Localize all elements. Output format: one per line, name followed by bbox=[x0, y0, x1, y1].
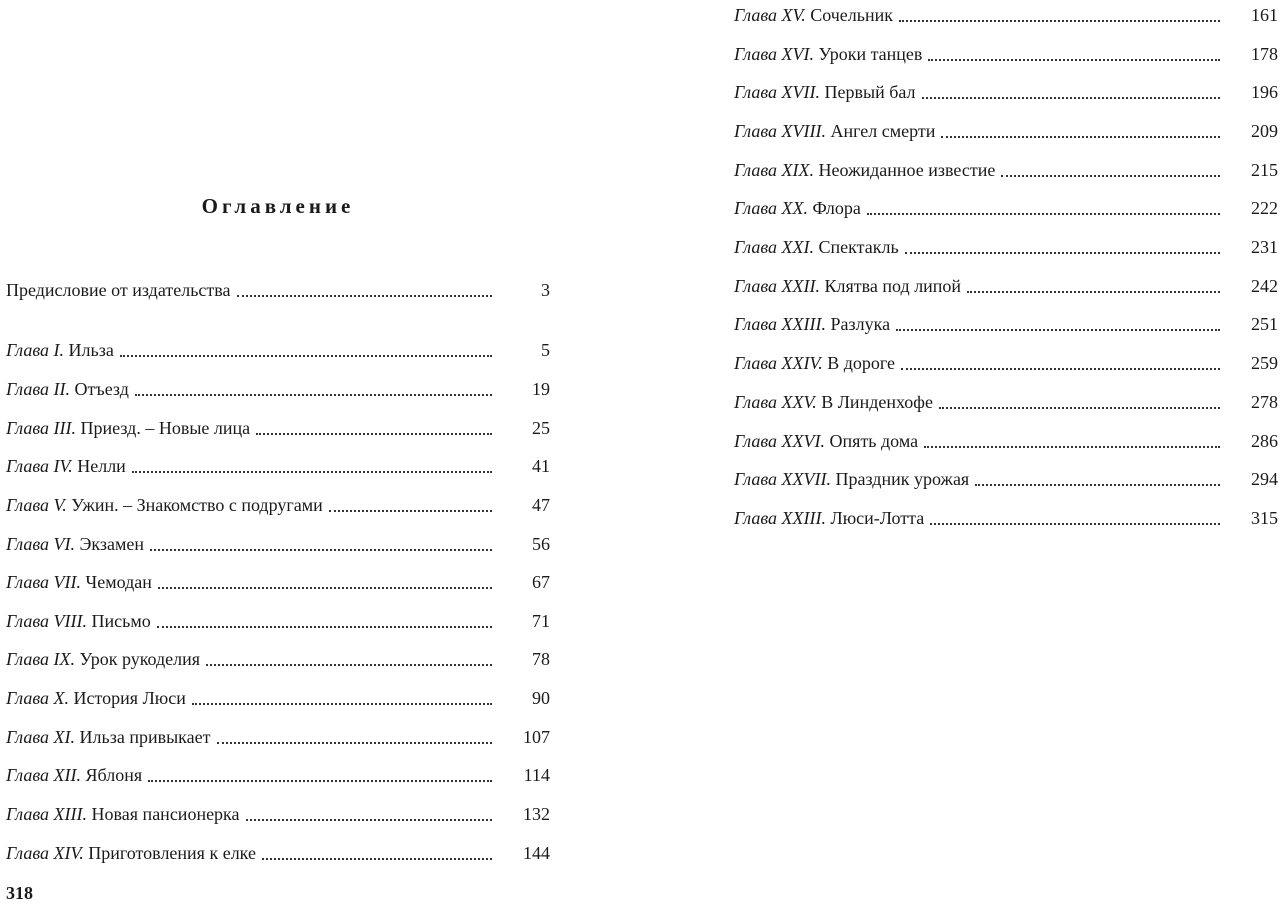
toc-entry[interactable] bbox=[6, 415, 550, 441]
toc-entry[interactable] bbox=[6, 608, 550, 634]
toc-entry-page: 222 bbox=[1251, 198, 1278, 218]
toc-entry-title: Яблоня bbox=[85, 765, 143, 785]
dot-leader bbox=[967, 291, 1220, 293]
toc-entry[interactable] bbox=[6, 337, 550, 363]
chapter-label: Глава XVII. bbox=[734, 82, 821, 102]
chapter-label: Глава XIII. bbox=[6, 804, 88, 824]
toc-entry[interactable] bbox=[6, 492, 550, 518]
toc-entry-title: Нелли bbox=[77, 456, 126, 476]
dot-leader bbox=[939, 407, 1220, 409]
toc-entry-page: 242 bbox=[1251, 276, 1278, 296]
chapter-label: Глава XXIV. bbox=[734, 353, 823, 373]
toc-entry[interactable] bbox=[734, 79, 1278, 105]
dot-leader bbox=[329, 510, 492, 512]
toc-entry[interactable] bbox=[6, 376, 550, 402]
dot-leader bbox=[157, 626, 492, 628]
toc-entry[interactable] bbox=[734, 389, 1278, 415]
dot-leader bbox=[975, 484, 1220, 486]
toc-entry[interactable] bbox=[734, 350, 1278, 376]
dot-leader bbox=[217, 742, 493, 744]
toc-entry-title: Разлука bbox=[830, 314, 891, 334]
dot-leader bbox=[899, 20, 1220, 22]
chapter-label: Глава IV. bbox=[6, 456, 73, 476]
toc-entry-title: Первый бал bbox=[824, 82, 916, 102]
dot-leader bbox=[928, 59, 1220, 61]
chapter-label: Глава X. bbox=[6, 688, 70, 708]
dot-leader bbox=[246, 819, 492, 821]
toc-entry-page: 294 bbox=[1251, 469, 1278, 489]
toc-entry-page: 78 bbox=[532, 649, 550, 669]
toc-entry-page: 41 bbox=[532, 456, 550, 476]
chapter-label: Глава VIII. bbox=[6, 611, 88, 631]
toc-entry-page: 71 bbox=[532, 611, 550, 631]
chapter-label: Глава I. bbox=[6, 340, 65, 360]
toc-entry[interactable] bbox=[734, 311, 1278, 337]
toc-entry-title: Приезд. – Новые лица bbox=[80, 418, 251, 438]
toc-entry-page: 251 bbox=[1251, 314, 1278, 334]
toc-entry[interactable] bbox=[734, 41, 1278, 67]
toc-entry-page: 132 bbox=[523, 804, 550, 824]
chapter-label: Глава III. bbox=[6, 418, 77, 438]
toc-entry[interactable] bbox=[734, 466, 1278, 492]
toc-entry[interactable] bbox=[6, 762, 550, 788]
dot-leader bbox=[922, 97, 1220, 99]
toc-entry-title: Ильза bbox=[68, 340, 114, 360]
toc-entry-page: 114 bbox=[523, 765, 550, 785]
toc-entry-title: В дороге bbox=[827, 353, 896, 373]
chapter-label: Глава XIX. bbox=[734, 160, 815, 180]
dot-leader bbox=[206, 664, 492, 666]
chapter-label: Глава XXV. bbox=[734, 392, 817, 412]
toc-entry-title: Клятва под липой bbox=[824, 276, 962, 296]
toc-entry-title: Флора bbox=[812, 198, 861, 218]
toc-entry-title: Предисловие от издательства bbox=[6, 280, 231, 300]
toc-entry-title: Приготовления к елке bbox=[88, 843, 256, 863]
toc-entry-page: 67 bbox=[532, 572, 550, 592]
dot-leader bbox=[148, 780, 492, 782]
toc-entry-title: Ильза привыкает bbox=[79, 727, 211, 747]
chapter-label: Глава XV. bbox=[734, 5, 806, 25]
toc-entry[interactable] bbox=[734, 273, 1278, 299]
toc-entry[interactable] bbox=[6, 724, 550, 750]
dot-leader bbox=[150, 549, 492, 551]
dot-leader bbox=[905, 252, 1220, 254]
dot-leader bbox=[237, 295, 492, 297]
toc-entry[interactable] bbox=[734, 118, 1278, 144]
toc-entry-page: 215 bbox=[1251, 160, 1278, 180]
dot-leader bbox=[896, 329, 1220, 331]
toc-entry-title: Чемодан bbox=[85, 572, 152, 592]
chapter-label: Глава XII. bbox=[6, 765, 82, 785]
toc-entry-page: 19 bbox=[532, 379, 550, 399]
toc-entry-title: В Линденхофе bbox=[821, 392, 933, 412]
chapter-label: Глава XI. bbox=[6, 727, 76, 747]
toc-entry-page: 278 bbox=[1251, 392, 1278, 412]
toc-entry-title: Новая пансионерка bbox=[91, 804, 240, 824]
chapter-label: Глава XVIII. bbox=[734, 121, 827, 141]
toc-entry[interactable] bbox=[6, 801, 550, 827]
chapter-label: Глава VI. bbox=[6, 534, 76, 554]
toc-entry-title: Спектакль bbox=[818, 237, 899, 257]
toc-entry-title: Экзамен bbox=[79, 534, 145, 554]
toc-entry-page: 25 bbox=[532, 418, 550, 438]
chapter-label: Глава XXI. bbox=[734, 237, 815, 257]
dot-leader bbox=[192, 703, 492, 705]
toc-entry-title: Праздник урожая bbox=[835, 469, 970, 489]
toc-entry-title: Опять дома bbox=[829, 431, 919, 451]
toc-entry-page: 178 bbox=[1251, 44, 1278, 64]
dot-leader bbox=[262, 858, 492, 860]
toc-entry[interactable] bbox=[6, 531, 550, 557]
toc-entry-page: 315 bbox=[1251, 508, 1278, 528]
dot-leader bbox=[256, 433, 492, 435]
toc-entry-page: 209 bbox=[1251, 121, 1278, 141]
toc-entry-page: 3 bbox=[541, 280, 550, 300]
toc-entry[interactable] bbox=[734, 195, 1278, 221]
chapter-label: Глава XXVII. bbox=[734, 469, 832, 489]
toc-entry[interactable] bbox=[734, 157, 1278, 183]
chapter-label: Глава XXII. bbox=[734, 276, 821, 296]
chapter-label: Глава XXIII. bbox=[734, 314, 827, 334]
dot-leader bbox=[941, 136, 1220, 138]
chapter-label: Глава XIV. bbox=[6, 843, 84, 863]
toc-entry[interactable] bbox=[734, 2, 1278, 28]
chapter-label: Глава XXVI. bbox=[734, 431, 826, 451]
toc-entry[interactable] bbox=[6, 840, 550, 866]
chapter-label: Глава XX. bbox=[734, 198, 809, 218]
toc-entry[interactable] bbox=[6, 685, 550, 711]
toc-entry-title: Ангел смерти bbox=[830, 121, 936, 141]
toc-entry-page: 196 bbox=[1251, 82, 1278, 102]
dot-leader bbox=[930, 523, 1220, 525]
toc-entry[interactable] bbox=[734, 428, 1278, 454]
toc-entry[interactable] bbox=[734, 505, 1278, 531]
dot-leader bbox=[1001, 175, 1220, 177]
toc-entry[interactable] bbox=[6, 453, 550, 479]
dot-leader bbox=[924, 446, 1220, 448]
toc-entry-page: 161 bbox=[1251, 5, 1278, 25]
toc-entry[interactable] bbox=[734, 234, 1278, 260]
toc-entry-title: Письмо bbox=[91, 611, 151, 631]
dot-leader bbox=[158, 587, 492, 589]
toc-entry-title: Ужин. – Знакомство с подругами bbox=[71, 495, 323, 515]
toc-entry-page: 47 bbox=[532, 495, 550, 515]
toc-entry-title: Люси-Лотта bbox=[830, 508, 925, 528]
toc-entry-title: Сочельник bbox=[810, 5, 894, 25]
toc-entry-page: 107 bbox=[523, 727, 550, 747]
dot-leader bbox=[120, 355, 492, 357]
toc-entry-page: 286 bbox=[1251, 431, 1278, 451]
dot-leader bbox=[132, 471, 492, 473]
chapter-label: Глава II. bbox=[6, 379, 71, 399]
chapter-label: Глава V. bbox=[6, 495, 67, 515]
dot-leader bbox=[135, 394, 492, 396]
toc-entry-page: 5 bbox=[541, 340, 550, 360]
toc-entry-page: 259 bbox=[1251, 353, 1278, 373]
toc-entry-title: Отъезд bbox=[74, 379, 129, 399]
toc-entry-title: Уроки танцев bbox=[818, 44, 923, 64]
dot-leader bbox=[901, 368, 1220, 370]
toc-entry-title: История Люси bbox=[73, 688, 186, 708]
toc-entry-page: 90 bbox=[532, 688, 550, 708]
chapter-label: Глава XVI. bbox=[734, 44, 815, 64]
toc-entry[interactable] bbox=[6, 569, 550, 595]
toc-entry[interactable] bbox=[6, 646, 550, 672]
chapter-label: Глава XXIII. bbox=[734, 508, 827, 528]
chapter-label: Глава IX. bbox=[6, 649, 76, 669]
toc-entry-page: 231 bbox=[1251, 237, 1278, 257]
chapter-label: Глава VII. bbox=[6, 572, 82, 592]
toc-entry-preface[interactable] bbox=[6, 277, 550, 303]
toc-entry-page: 144 bbox=[523, 843, 550, 863]
page-number: 318 bbox=[6, 883, 33, 903]
toc-entry-title: Неожиданное известие bbox=[818, 160, 996, 180]
toc-entry-page: 56 bbox=[532, 534, 550, 554]
toc-entry-title: Урок рукоделия bbox=[79, 649, 201, 669]
page-title: Оглавление bbox=[201, 194, 355, 218]
dot-leader bbox=[867, 213, 1220, 215]
